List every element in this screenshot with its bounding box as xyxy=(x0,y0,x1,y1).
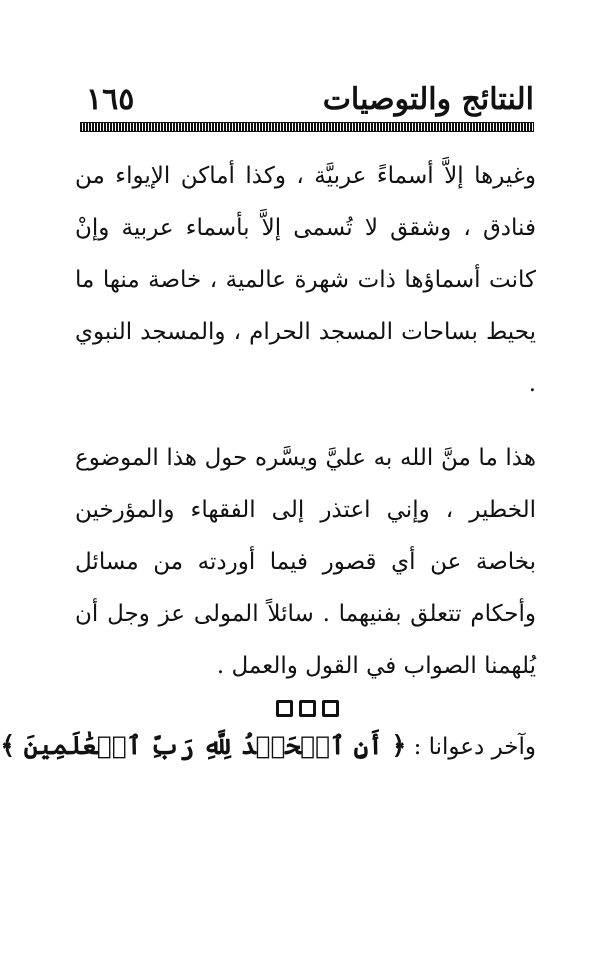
closing-lead: وآخر دعوانا : xyxy=(413,734,536,760)
header-rule xyxy=(80,122,534,132)
paragraph-1: وغيرها إلاَّ أسماءً عربيَّة ، وكذا أماكن الإيواء من فنادق ، وشقق لا تُسمى إلاَّ بأسماء عربية وإنْ كانت أسماؤها ذات شهرة عالمية ، خاصة منها ما يحيط بساحات المسجد الحرام ، والمسجد النبوي . xyxy=(75,163,536,397)
square-ornament-icon xyxy=(322,700,339,717)
paragraph-2: هذا ما منَّ الله به عليَّ ويسَّره حول هذا الموضوع الخطير ، وإني اعتذر إلى الفقهاء والمؤرخين بخاصة عن أي قصور فيما أوردته من مسائل وأحكام تتعلق بفنيهما . سائلاً المولى عز وجل أن يُلهمنا الصواب في القول والعمل . xyxy=(75,445,536,679)
body-text xyxy=(0,150,536,773)
closing-line xyxy=(0,720,536,773)
quran-verse: ﴿ أَنِ ٱلۡحَمۡدُ لِلَّهِ رَبِّ ٱلۡعَٰلَمِينَ ﴾ xyxy=(0,731,407,760)
end-ornament xyxy=(0,700,614,717)
chapter-title: النتائج والتوصيات xyxy=(322,82,534,117)
running-header xyxy=(80,82,534,122)
square-ornament-icon xyxy=(299,700,316,717)
square-ornament-icon xyxy=(276,700,293,717)
page-number: ١٦٥ xyxy=(86,82,135,117)
